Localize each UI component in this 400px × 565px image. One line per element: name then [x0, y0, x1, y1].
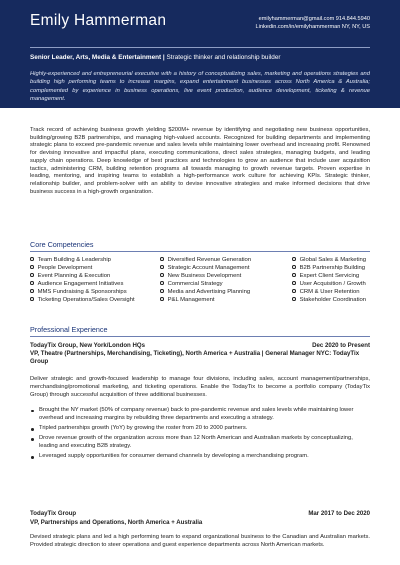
- circle-bullet-icon: [160, 257, 164, 261]
- competency-column-3: [292, 256, 366, 305]
- achievement-item: Leveraged supply opportunities for consumer demand channels by developing a merchandising program.: [30, 453, 370, 461]
- competency-item: Media and Advertising Planning: [160, 288, 251, 296]
- competency-item: Stakeholder Coordination: [292, 296, 366, 304]
- header-divider: [30, 47, 370, 48]
- competency-item: P&L Management: [160, 296, 251, 304]
- contact-email-phone[interactable]: emilyhammerman@gmail.com 914.844.5940: [258, 16, 370, 22]
- circle-bullet-icon: [160, 265, 164, 269]
- competency-item: Event Planning & Execution: [30, 272, 135, 280]
- circle-bullet-icon: [30, 289, 34, 293]
- job-dates: Mar 2017 to Dec 2020: [308, 510, 370, 517]
- job-description: Deliver strategic and growth-focused leadership to manage four divisions, including sales, account management/partnerships, merchandising/promotional marketing, and ticketing operations. Enable the TodayTix to become a portfolio company (TodayTix Group) through successful acquisition of three additional businesses.: [30, 376, 370, 399]
- candidate-name: Emily Hammerman: [30, 12, 167, 29]
- circle-bullet-icon: [160, 281, 164, 285]
- job-title: VP, Theatre (Partnerships, Merchandising, Ticketing), North America + Australia | General Manager NYC: TodayTix Group: [30, 350, 360, 365]
- circle-bullet-icon: [30, 273, 34, 277]
- contact-linkedin-location[interactable]: Linkedin.com/in/emilyhammerman NY, NY, US: [255, 24, 370, 31]
- achievement-item: Tripled partnerships growth (YoY) by growing the roster from 20 to 2000 partners.: [30, 425, 370, 433]
- circle-bullet-icon: [30, 265, 34, 269]
- career-summary: Track record of achieving business growth yielding $200M+ revenue by identifying and negotiating new business opportunities, building/growing B2B partnerships, and managing high-valued accounts. Recognized for building departments and implementing strategic plans to exceed pre-pandemic revenue and sales levels while maintaining lower overhead and increasing profit. Renowned for devising innovative and impactful plans, executing communications, direct sales strategies, managing budgets, and leading supply chain operations. Deep knowledge of best practices and technologies to grow an audience that include user acquisition tactics, administering CRM, building retention programs all towards managing to growth revenue targets. Proven expertise in leading, mentoring, and inspiring teams to establish a high-performance work culture for achieving KPIs. Strategic thinker, relationship builder, and problem-solver with an ability to devise innovative strategies and make informed decisions that drive business success in a high-growth organization.: [30, 127, 370, 195]
- circle-bullet-icon: [160, 289, 164, 293]
- core-competencies-heading: Core Competencies: [30, 240, 94, 249]
- competency-item: User Acquisition / Growth: [292, 280, 366, 288]
- contact-info: [255, 15, 370, 31]
- competency-item: Expert Client Servicing: [292, 272, 366, 280]
- competency-column-1: [30, 256, 135, 305]
- job-dates: Dec 2020 to Present: [312, 342, 370, 349]
- tagline-role: Senior Leader, Arts, Media & Entertainment |: [30, 54, 165, 61]
- job-achievements: [30, 407, 370, 464]
- circle-bullet-icon: [160, 273, 164, 277]
- competency-item: Team Building & Leadership: [30, 256, 135, 264]
- competency-item: Commercial Strategy: [160, 280, 251, 288]
- circle-bullet-icon: [292, 281, 296, 285]
- resume-header: [0, 0, 400, 108]
- competency-item: Diversified Revenue Generation: [160, 256, 251, 264]
- circle-bullet-icon: [30, 281, 34, 285]
- competency-item: MMS Fundraising & Sponsorships: [30, 288, 135, 296]
- tagline-strengths: Strategic thinker and relationship builder: [164, 54, 281, 61]
- core-competencies-rule: [30, 251, 370, 252]
- competency-item: Strategic Account Management: [160, 264, 251, 272]
- circle-bullet-icon: [160, 297, 164, 301]
- achievement-item: Drove revenue growth of the organization across more than 12 North American and Australian markets by conceptualizing, leading and executing B2B strategy.: [30, 435, 370, 451]
- circle-bullet-icon: [30, 297, 34, 301]
- competency-item: Audience Engagement Initiatives: [30, 280, 135, 288]
- competency-item: Global Sales & Marketing: [292, 256, 366, 264]
- professional-experience-rule: [30, 336, 370, 337]
- professional-experience-heading: Professional Experience: [30, 325, 108, 334]
- circle-bullet-icon: [292, 273, 296, 277]
- job-company: TodayTix Group, New York/London HQs: [30, 342, 146, 349]
- job-description: Devised strategic plans and led a high performing team to expand organizational business to the Canadian and Australian markets. Provided strategic direction to steer operations and guest experience departments across North American markets.: [30, 534, 370, 549]
- job-company: TodayTix Group: [30, 510, 77, 517]
- professional-tagline: [30, 54, 281, 61]
- circle-bullet-icon: [292, 289, 296, 293]
- circle-bullet-icon: [292, 297, 296, 301]
- competency-item: People Development: [30, 264, 135, 272]
- competency-item: CRM & User Retention: [292, 288, 366, 296]
- competency-item: B2B Partnership Building: [292, 264, 366, 272]
- circle-bullet-icon: [30, 257, 34, 261]
- competency-column-2: [160, 256, 251, 305]
- competency-item: New Business Development: [160, 272, 251, 280]
- circle-bullet-icon: [292, 265, 296, 269]
- circle-bullet-icon: [292, 257, 296, 261]
- job-title: VP, Partnerships and Operations, North America + Australia: [30, 519, 203, 526]
- competency-item: Ticketing Operations/Sales Oversight: [30, 296, 135, 304]
- achievement-item: Brought the NY market (50% of company revenue) back to pre-pandemic revenue and sales levels while maintaining lower overhead and increasing margins by rebuilding three departments and executing a strategy.: [30, 407, 370, 423]
- intro-statement: Highly-experienced and entrepreneurial executive with a history of conceptualizing sales, marketing and operations strategies and building high performing teams to increase margins, expand entertainment businesses across North America & Australia; complemented by experience in business operations, live event production, audience development, ticketing & revenue management.: [30, 71, 370, 102]
